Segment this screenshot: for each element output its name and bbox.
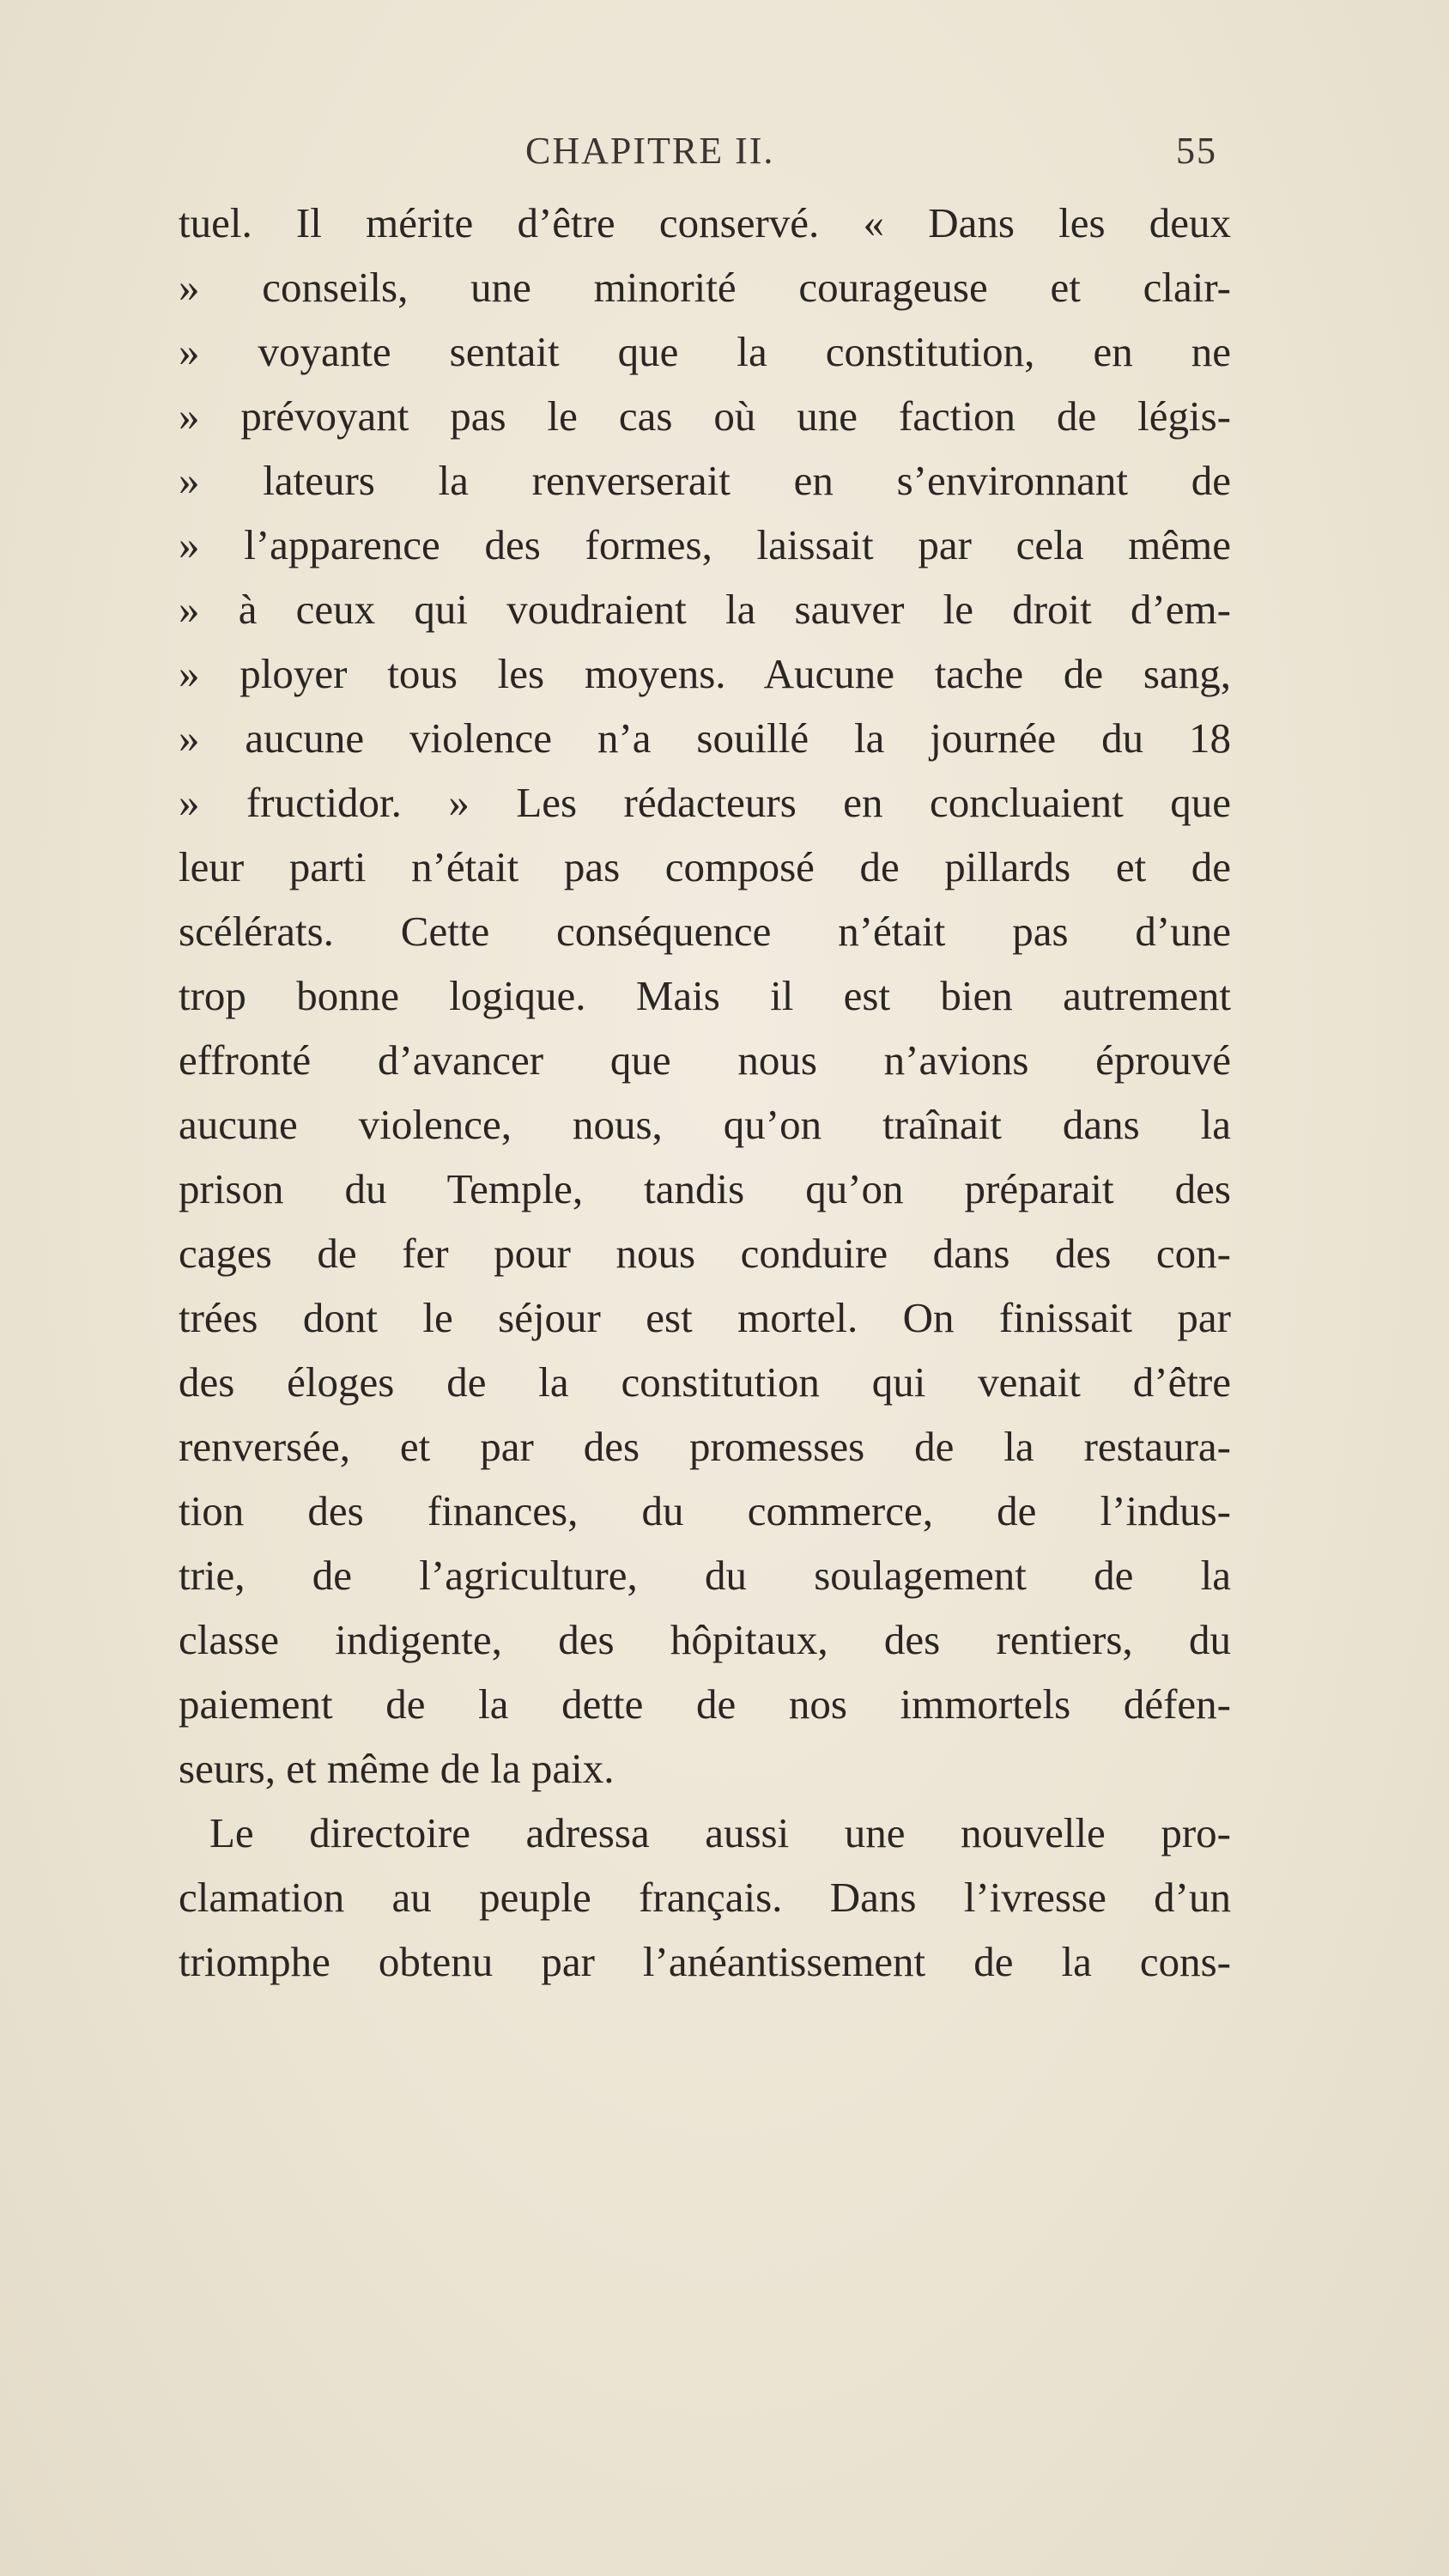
text-line: aucune violence, nous, qu’on traînait dans la xyxy=(179,1101,1231,1148)
text-line: » voyante sentait que la constitution, en ne xyxy=(179,328,1231,375)
text-line: » aucune violence n’a souillé la journée du 18 xyxy=(179,714,1231,762)
text-line: tion des finances, du commerce, de l’indus- xyxy=(179,1487,1231,1534)
text-line: renversée, et par des promesses de la restaura- xyxy=(179,1423,1231,1470)
text-line: tuel. Il mérite d’être conservé. « Dans les deux xyxy=(179,199,1231,246)
text-line: paiement de la dette de nos immortels défen- xyxy=(179,1680,1231,1728)
text-line: prison du Temple, tandis qu’on préparait des xyxy=(179,1165,1231,1212)
text-line: » prévoyant pas le cas où une faction de légis- xyxy=(179,392,1231,440)
text-line: » à ceux qui voudraient la sauver le droit d’em- xyxy=(179,586,1231,633)
text-line: » conseils, une minorité courageuse et clair- xyxy=(179,264,1231,311)
text-line: triomphe obtenu par l’anéantissement de la cons- xyxy=(179,1938,1231,1985)
text-line: clamation au peuple français. Dans l’ivresse d’un xyxy=(179,1874,1231,1921)
text-line: trie, de l’agriculture, du soulagement de la xyxy=(179,1552,1231,1599)
text-line: trées dont le séjour est mortel. On finissait par xyxy=(179,1294,1231,1341)
paragraph-end-line: seurs, et même de la paix. xyxy=(179,1745,615,1792)
paragraph-start-line: Le directoire adressa aussi une nouvelle pro- xyxy=(209,1809,1231,1856)
running-head xyxy=(172,129,1236,180)
text-line: trop bonne logique. Mais il est bien autrement xyxy=(179,972,1231,1019)
text-line: » ployer tous les moyens. Aucune tache de sang, xyxy=(179,650,1231,697)
text-line: des éloges de la constitution qui venait d’être xyxy=(179,1358,1231,1406)
text-line: » lateurs la renverserait en s’environnant de xyxy=(179,457,1231,504)
text-line: classe indigente, des hôpitaux, des rentiers, du xyxy=(179,1616,1231,1663)
text-line: » l’apparence des formes, laissait par cela même xyxy=(179,521,1231,568)
text-line: scélérats. Cette conséquence n’était pas d’une xyxy=(179,908,1231,955)
text-line: cages de fer pour nous conduire dans des con- xyxy=(179,1230,1231,1277)
chapter-heading: CHAPITRE II. xyxy=(525,130,775,172)
page-number: 55 xyxy=(1176,130,1217,172)
text-line: leur parti n’était pas composé de pillards et de xyxy=(179,843,1231,890)
body-text xyxy=(179,191,1231,1994)
text-line: effronté d’avancer que nous n’avions éprouvé xyxy=(179,1036,1231,1084)
text-line: » fructidor. » Les rédacteurs en concluaient que xyxy=(179,779,1231,826)
